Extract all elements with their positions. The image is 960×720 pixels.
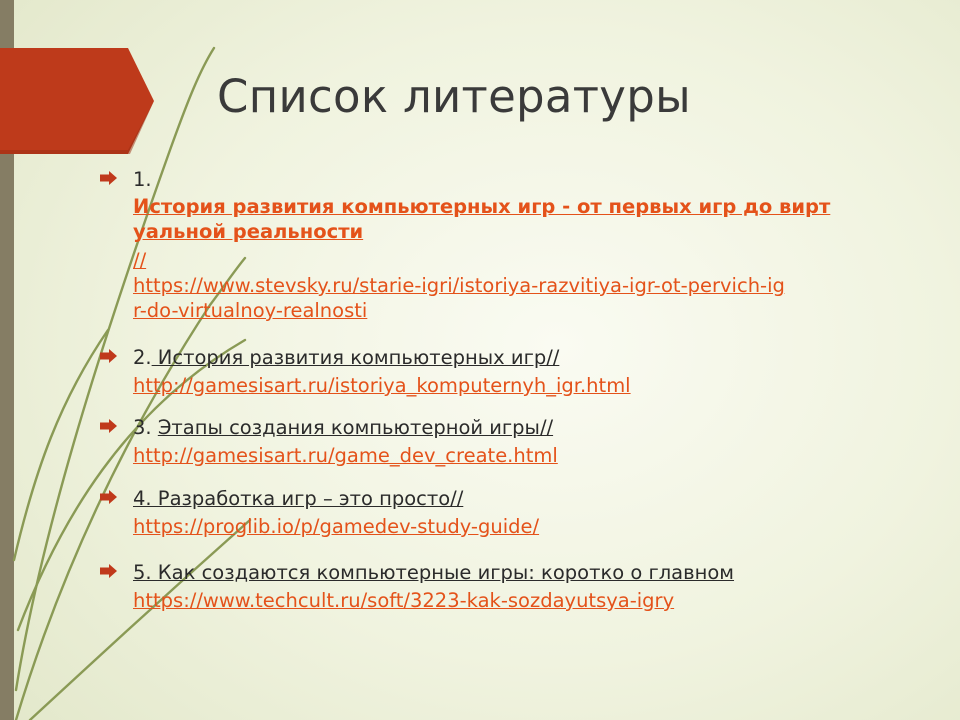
reference-url-link[interactable]: http://gamesisart.ru/game_dev_create.html (133, 444, 558, 467)
reference-slashes-link[interactable]: // (133, 249, 147, 272)
arrow-bullet-icon (100, 419, 117, 433)
reference-number: 3. (133, 416, 158, 439)
reference-item-5 (100, 560, 900, 613)
reference-number: 1. (133, 168, 152, 191)
reference-item-4 (100, 486, 900, 539)
reference-title-link[interactable]: История развития компьютерных игр// (151, 346, 560, 369)
reference-item-2 (100, 345, 900, 398)
reference-item-3 (100, 415, 900, 468)
reference-title-link[interactable]: Этапы создания компьютерной игры// (157, 416, 554, 439)
page-title: Список литературы (217, 70, 691, 123)
arrow-bullet-icon (100, 564, 117, 578)
reference-url-link[interactable]: http://gamesisart.ru/istoriya_komputernyh_igr.html (133, 374, 631, 397)
reference-url-link-line2[interactable]: r-do-virtualnoy-realnosti (133, 299, 368, 322)
reference-url-link[interactable]: https://proglib.io/p/gamedev-study-guide/ (133, 515, 540, 538)
reference-title-link[interactable]: 5. Как создаются компьютерные игры: коротко о главном (133, 561, 735, 584)
reference-item-1 (100, 167, 900, 323)
reference-number: 2. (133, 346, 152, 369)
reference-url-link-line1[interactable]: https://www.stevsky.ru/starie-igri/istoriya-razvitiya-igr-ot-pervich-ig (133, 274, 785, 297)
reference-title-link-line2[interactable]: уальной реальности (133, 220, 364, 243)
reference-url-link[interactable]: https://www.techcult.ru/soft/3223-kak-sozdayutsya-igry (133, 589, 675, 612)
title-banner (0, 48, 154, 154)
reference-title-link-line1[interactable]: История развития компьютерных игр - от первых игр до вирт (133, 195, 831, 218)
reference-title-link[interactable]: 4. Разработка игр – это просто// (133, 487, 464, 510)
arrow-bullet-icon (100, 171, 117, 185)
arrow-bullet-icon (100, 349, 117, 363)
arrow-bullet-icon (100, 490, 117, 504)
